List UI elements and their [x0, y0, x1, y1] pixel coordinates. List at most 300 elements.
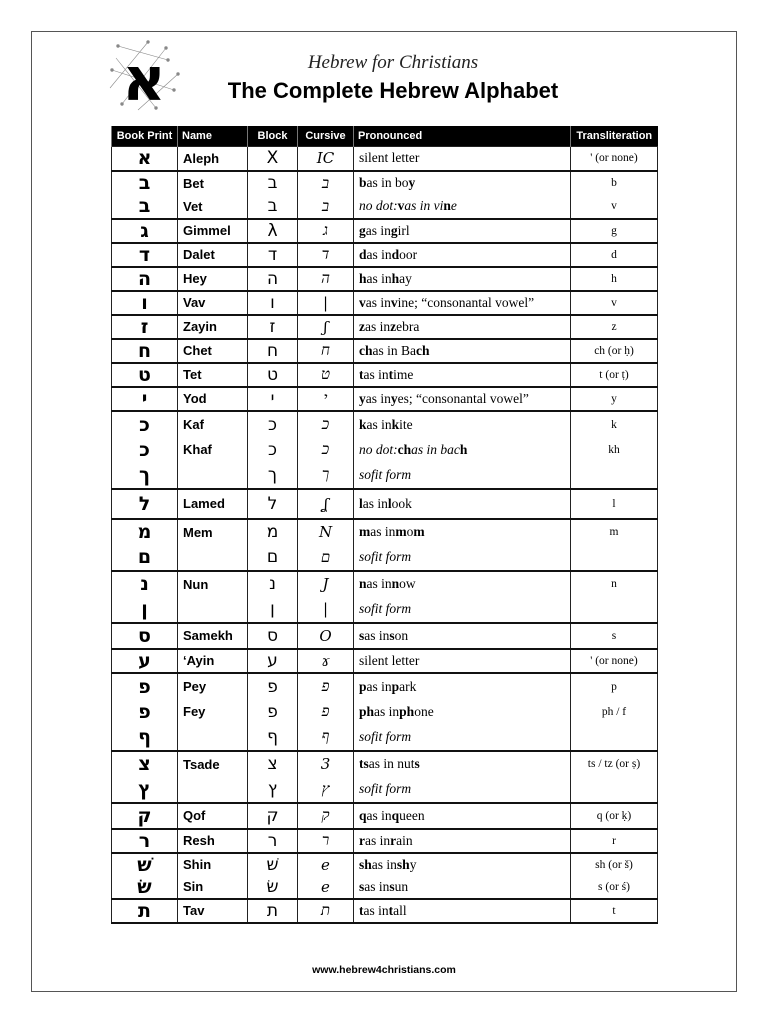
letter-name-cell — [178, 829, 248, 853]
transliteration — [571, 462, 657, 487]
letter-name-cell — [178, 673, 248, 751]
pronunciation: t s as in nut s — [359, 756, 420, 771]
letter-name-cell — [178, 267, 248, 291]
book-print-letter-cell — [112, 291, 178, 315]
cursive-letter: ב — [321, 173, 330, 192]
pronunciation: no dot: c h as in bac h — [359, 441, 468, 457]
block-letter-cell — [248, 363, 298, 387]
letter-name-cell — [178, 387, 248, 411]
table-row — [112, 649, 658, 673]
book-print-letter: ד — [138, 243, 151, 266]
transliteration: k — [611, 418, 617, 431]
pronounced-cell — [354, 243, 571, 267]
cursive-letter-cell — [298, 571, 354, 623]
letter-name: Shin — [183, 857, 212, 872]
transliteration-cell — [571, 673, 658, 751]
table-row — [112, 829, 658, 853]
letter-name-cell — [178, 291, 248, 315]
pronounced-cell — [354, 363, 571, 387]
col-header-block: Block — [248, 126, 298, 147]
transliteration: r — [612, 834, 616, 847]
transliteration: m — [609, 526, 619, 538]
table-row — [112, 751, 658, 803]
transliteration — [571, 777, 657, 802]
col-header-pronounced: Pronounced — [354, 126, 571, 147]
block-letter: ו — [270, 292, 275, 313]
table-row — [112, 291, 658, 315]
pronunciation: p h as in p h one — [359, 703, 434, 719]
table-row — [112, 387, 658, 411]
pronunciation: s as in s on — [359, 627, 409, 643]
letter-name: Tsade — [183, 756, 220, 772]
transliteration: z — [611, 320, 617, 333]
transliteration: ' (or none) — [590, 654, 638, 667]
pronunciation: c h as in Ba c h — [359, 342, 430, 358]
letter-name: Zayin — [183, 319, 217, 334]
cursive-letter-cell — [298, 243, 354, 267]
block-letter: שׂ — [266, 876, 279, 897]
table-row — [112, 339, 658, 363]
block-letter: ה — [266, 268, 279, 289]
transliteration-cell — [571, 803, 658, 829]
book-print-letter-cell — [112, 315, 178, 339]
block-letter: ב — [267, 196, 278, 216]
book-print-letter: ץ — [138, 778, 151, 800]
cursive-letter: ב — [321, 196, 330, 215]
book-print-letter: ת — [138, 899, 151, 922]
cursive-letter: e — [321, 877, 330, 896]
col-header-transliteration: Transliteration — [571, 126, 658, 147]
book-print-letter-cell — [112, 171, 178, 219]
letter-name-cell — [178, 315, 248, 339]
cursive-letter-cell — [298, 853, 354, 899]
cursive-letter-cell — [298, 803, 354, 829]
block-letter: ק — [266, 805, 279, 826]
block-letter: ץ — [267, 779, 278, 799]
pronunciation: t as in t all — [359, 902, 407, 918]
letter-name — [178, 597, 247, 622]
transliteration: b — [611, 177, 617, 189]
letter-name: Tet — [183, 367, 202, 382]
cursive-letter-cell — [298, 899, 354, 923]
transliteration: ph / f — [601, 705, 627, 718]
book-print-letter: ך — [139, 463, 150, 486]
transliteration-cell — [571, 519, 658, 571]
letter-name: Resh — [183, 833, 215, 848]
book-print-letter-cell — [112, 623, 178, 649]
transliteration-cell — [571, 571, 658, 623]
book-print-letter: שׂ — [137, 875, 152, 898]
block-letter: ף — [267, 726, 278, 747]
letter-name-cell — [178, 803, 248, 829]
block-letter: ב — [267, 173, 278, 193]
book-print-letter-cell — [112, 363, 178, 387]
cursive-letter: ף — [321, 727, 330, 745]
cursive-letter-cell — [298, 267, 354, 291]
book-print-letter: מ — [137, 521, 152, 543]
book-print-letter: ה — [137, 267, 152, 290]
pronunciation: d as in d oor — [359, 246, 418, 262]
block-letter: ת — [266, 900, 279, 921]
book-print-letter-cell — [112, 803, 178, 829]
letter-name: Vav — [183, 295, 206, 310]
block-letter: צ — [267, 754, 278, 774]
letter-name: Kaf — [183, 417, 204, 432]
letter-name-cell — [178, 363, 248, 387]
book-print-letter-cell — [112, 751, 178, 803]
cursive-letter-cell — [298, 751, 354, 803]
pronunciation: silent letter — [359, 150, 420, 166]
cursive-letter-cell — [298, 829, 354, 853]
book-print-letter: ג — [140, 219, 149, 242]
transliteration-cell — [571, 315, 658, 339]
block-letter: י — [270, 388, 275, 409]
table-row — [112, 899, 658, 923]
block-letter-cell — [248, 519, 298, 571]
block-letter: ם — [266, 547, 279, 567]
cursive-letter-cell — [298, 147, 354, 171]
transliteration-cell — [571, 623, 658, 649]
letter-name: Yod — [183, 391, 207, 406]
book-print-letter-cell — [112, 489, 178, 519]
letter-name — [178, 777, 247, 802]
book-print-letter: ם — [137, 546, 152, 568]
letter-name: Fey — [183, 704, 206, 719]
book-print-letter: כ — [139, 413, 150, 436]
col-header-cursive: Cursive — [298, 126, 354, 147]
book-print-letter: ב — [138, 172, 151, 194]
pronounced-cell — [354, 387, 571, 411]
book-print-letter-cell — [112, 899, 178, 923]
book-print-letter-cell — [112, 387, 178, 411]
letter-name: Sin — [183, 879, 204, 894]
block-letter-cell — [248, 411, 298, 489]
cursive-letter: ʆ — [323, 494, 328, 513]
transliteration: s (or ś) — [598, 880, 630, 893]
pronounced-cell — [354, 623, 571, 649]
transliteration: ts / tz (or ṣ) — [587, 758, 641, 770]
book-print-letter: ו — [141, 291, 148, 314]
letter-name-cell — [178, 147, 248, 171]
pronunciation: silent letter — [359, 652, 420, 668]
letter-name-cell — [178, 171, 248, 219]
book-print-letter: ן — [141, 598, 148, 620]
pronunciation: sofit form — [359, 466, 412, 482]
book-print-letter: ר — [138, 829, 151, 852]
block-letter-cell — [248, 219, 298, 243]
cursive-letter: ק — [321, 806, 330, 824]
transliteration — [571, 545, 657, 570]
table-row — [112, 219, 658, 243]
block-letter-cell — [248, 489, 298, 519]
letter-name-cell — [178, 751, 248, 803]
cursive-letter-cell — [298, 387, 354, 411]
pronunciation: v as in v ine; “consonantal vowel” — [359, 294, 535, 310]
transliteration: v — [611, 200, 617, 212]
cursive-letter: | — [322, 600, 329, 618]
pronunciation: g as in g irl — [359, 222, 410, 238]
book-print-letter: ח — [137, 339, 152, 362]
letter-name: ‘Ayin — [183, 653, 215, 668]
pronunciation: sofit form — [359, 781, 412, 796]
letter-name — [178, 724, 247, 749]
transliteration-cell — [571, 649, 658, 673]
cursive-letter-cell — [298, 363, 354, 387]
transliteration-cell — [571, 899, 658, 923]
cursive-letter: ʃ — [323, 317, 328, 336]
block-letter-cell — [248, 853, 298, 899]
letter-name-cell — [178, 853, 248, 899]
pronunciation: s h as in s h y — [359, 856, 417, 872]
book-print-letter-cell — [112, 243, 178, 267]
table-row — [112, 267, 658, 291]
pronounced-cell — [354, 219, 571, 243]
cursive-letter: פ — [321, 702, 330, 720]
pronounced-cell — [354, 519, 571, 571]
cursive-letter-cell — [298, 411, 354, 489]
book-print-letter: י — [141, 387, 148, 410]
transliteration-cell — [571, 411, 658, 489]
block-letter-cell — [248, 315, 298, 339]
book-print-letter: שׁ — [137, 853, 152, 876]
letter-name: Mem — [183, 524, 213, 540]
table-row — [112, 363, 658, 387]
aleph-logo-icon — [108, 40, 180, 112]
block-letter-cell — [248, 147, 298, 171]
transliteration: y — [611, 392, 617, 405]
book-print-letter-cell — [112, 411, 178, 489]
letter-name-cell — [178, 899, 248, 923]
transliteration-cell — [571, 853, 658, 899]
block-letter: ך — [267, 464, 278, 485]
cursive-letter: ɤ — [321, 651, 330, 670]
transliteration — [571, 724, 657, 749]
book-print-letter: ס — [138, 624, 151, 647]
book-print-letter: צ — [138, 753, 151, 775]
book-print-letter: ב — [138, 195, 151, 217]
table-row — [112, 853, 658, 899]
block-letter: λ — [267, 220, 278, 241]
cursive-letter-cell — [298, 623, 354, 649]
pronunciation: l as in l ook — [359, 495, 412, 511]
cursive-letter: | — [322, 293, 329, 312]
cursive-letter: e — [321, 855, 330, 874]
letter-name — [178, 545, 247, 570]
block-letter: ר — [267, 830, 278, 851]
block-letter: כ — [268, 439, 277, 460]
cursive-letter: ת — [320, 901, 331, 919]
cursive-letter-cell — [298, 649, 354, 673]
cursive-letter: IC — [316, 149, 335, 168]
letter-name: Hey — [183, 271, 207, 286]
book-print-letter-cell — [112, 571, 178, 623]
book-print-letter: ף — [138, 725, 151, 748]
pronunciation: t as in t ime — [359, 366, 414, 382]
table-row — [112, 489, 658, 519]
cursive-letter: ט — [320, 365, 331, 383]
cursive-letter: ץ — [321, 779, 330, 798]
block-letter: פ — [267, 701, 278, 722]
cursive-letter: 3 — [320, 755, 331, 773]
block-letter: ע — [267, 650, 278, 671]
pronunciation: s as in s un — [359, 878, 409, 894]
block-letter: ל — [267, 493, 278, 514]
pronunciation: q as in q ueen — [359, 807, 425, 823]
pronunciation: sofit form — [359, 549, 412, 564]
block-letter-cell — [248, 803, 298, 829]
block-letter-cell — [248, 829, 298, 853]
pronounced-cell — [354, 411, 571, 489]
cursive-letter-cell — [298, 339, 354, 363]
block-letter: X — [266, 148, 279, 169]
block-letter: ז — [269, 316, 276, 337]
transliteration — [571, 597, 657, 622]
pronounced-cell — [354, 571, 571, 623]
pronunciation: sofit form — [359, 728, 412, 744]
cursive-letter-cell — [298, 291, 354, 315]
table-row — [112, 673, 658, 751]
letter-name: Tav — [183, 903, 205, 918]
pronounced-cell — [354, 899, 571, 923]
letter-name-cell — [178, 519, 248, 571]
col-header-name: Name — [178, 126, 248, 147]
letter-name: Vet — [183, 198, 203, 214]
block-letter: ן — [270, 599, 275, 619]
letter-name: Nun — [183, 576, 209, 592]
transliteration-cell — [571, 363, 658, 387]
book-print-letter-cell — [112, 519, 178, 571]
letter-name-cell — [178, 243, 248, 267]
transliteration-cell — [571, 267, 658, 291]
block-letter: ח — [266, 340, 279, 361]
block-letter: ד — [267, 244, 278, 265]
block-letter-cell — [248, 267, 298, 291]
letter-name: Qof — [183, 808, 206, 823]
pronunciation: z as in z ebra — [359, 318, 420, 334]
book-print-letter: ט — [138, 363, 151, 386]
cursive-letter: ם — [320, 547, 331, 566]
book-print-letter-cell — [112, 649, 178, 673]
cursive-letter: ד — [321, 245, 330, 263]
letter-name-cell — [178, 339, 248, 363]
pronounced-cell — [354, 829, 571, 853]
transliteration-cell — [571, 219, 658, 243]
table-row — [112, 315, 658, 339]
cursive-letter-cell — [298, 519, 354, 571]
letter-name: Chet — [183, 343, 212, 358]
pronounced-cell — [354, 649, 571, 673]
letter-name-cell — [178, 623, 248, 649]
transliteration: g — [611, 224, 617, 237]
table-row — [112, 171, 658, 219]
pronounced-cell — [354, 147, 571, 171]
transliteration-cell — [571, 171, 658, 219]
cursive-letter: ך — [321, 465, 330, 483]
pronounced-cell — [354, 267, 571, 291]
block-letter-cell — [248, 243, 298, 267]
table-row — [112, 147, 658, 171]
cursive-letter-cell — [298, 171, 354, 219]
pronounced-cell — [354, 803, 571, 829]
transliteration-cell — [571, 339, 658, 363]
pronounced-cell — [354, 171, 571, 219]
transliteration: q (or ḳ) — [596, 809, 632, 822]
block-letter-cell — [248, 673, 298, 751]
table-row — [112, 623, 658, 649]
pronunciation: no dot: v as in vi n e — [359, 198, 457, 213]
block-letter-cell — [248, 623, 298, 649]
transliteration: t (or ṭ) — [599, 368, 629, 381]
transliteration: sh (or š) — [595, 858, 633, 871]
pronounced-cell — [354, 315, 571, 339]
cursive-letter: כ — [321, 440, 330, 458]
pronunciation: b as in bo y — [359, 175, 416, 190]
block-letter-cell — [248, 751, 298, 803]
transliteration-cell — [571, 243, 658, 267]
book-print-letter: נ — [140, 573, 149, 595]
transliteration: l — [612, 497, 616, 510]
transliteration-cell — [571, 829, 658, 853]
block-letter: שׁ — [266, 854, 279, 875]
block-letter: פ — [267, 676, 278, 697]
block-letter: ט — [266, 364, 279, 385]
pronunciation: p as in p ark — [359, 678, 417, 694]
alphabet-table — [111, 126, 658, 924]
transliteration: ch (or ḥ) — [594, 344, 634, 357]
book-print-letter-cell — [112, 219, 178, 243]
book-print-letter: ל — [138, 492, 151, 515]
cursive-letter: ר — [321, 831, 330, 849]
letter-name-cell — [178, 489, 248, 519]
cursive-letter-cell — [298, 673, 354, 751]
pronunciation: m as in m o m — [359, 524, 425, 539]
transliteration: h — [611, 272, 617, 285]
table-row — [112, 411, 658, 489]
pronounced-cell — [354, 673, 571, 751]
pronounced-cell — [354, 489, 571, 519]
pronounced-cell — [354, 853, 571, 899]
cursive-letter: O — [319, 626, 332, 645]
transliteration: t — [612, 904, 616, 917]
transliteration: n — [611, 578, 617, 590]
book-print-letter: ק — [137, 804, 152, 827]
table-row — [112, 243, 658, 267]
book-print-letter: פ — [138, 700, 151, 723]
block-letter-cell — [248, 171, 298, 219]
cursive-letter: כ — [321, 415, 330, 433]
cursive-letter-cell — [298, 489, 354, 519]
transliteration-cell — [571, 291, 658, 315]
cursive-letter-cell — [298, 315, 354, 339]
transliteration-cell — [571, 147, 658, 171]
letter-name: Khaf — [183, 442, 212, 457]
letter-name: Gimmel — [183, 223, 231, 238]
transliteration: v — [611, 296, 617, 309]
transliteration: p — [611, 680, 617, 693]
pronounced-cell — [354, 339, 571, 363]
table-row — [112, 571, 658, 623]
letter-name — [178, 462, 247, 487]
book-print-letter: כ — [139, 438, 150, 461]
letter-name-cell — [178, 571, 248, 623]
footer-url: www.hebrew4christians.com — [312, 964, 456, 976]
table-header-row — [112, 126, 658, 147]
letter-name-cell — [178, 649, 248, 673]
book-print-letter: ע — [138, 649, 151, 672]
block-letter-cell — [248, 387, 298, 411]
pronunciation: n as in n ow — [359, 576, 416, 591]
transliteration: ' (or none) — [590, 152, 638, 165]
